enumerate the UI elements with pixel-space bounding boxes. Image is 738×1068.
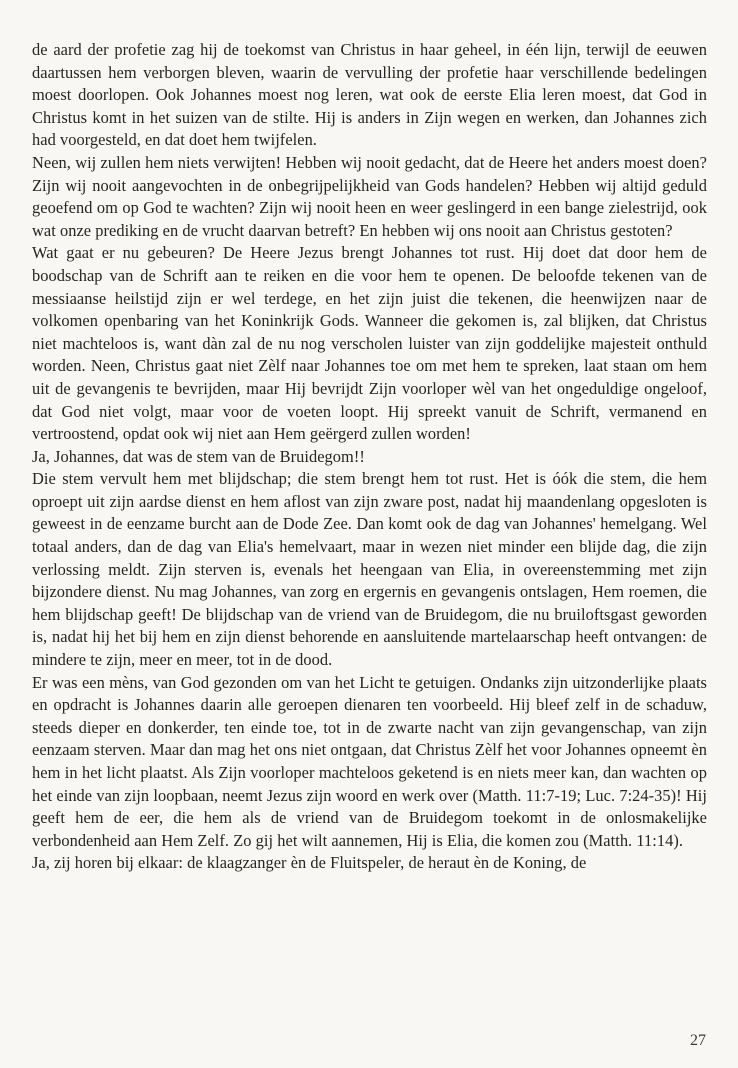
page-number: 27: [690, 1032, 706, 1049]
paragraph: Neen, wij zullen hem niets verwijten! Hebben wij nooit gedacht, dat de Heere het anders moest doen? Zijn wij nooit aangevochten in de onbegrijpelijkheid van Gods handelen? Hebben wij altijd geduld geoefend om op God te wachten? Zijn wij nooit heen en weer geslingerd in een bange zielestrijd, ook wat onze prediking en de vrucht daarvan betreft? En hebben wij ons nooit aan Christus gestoten?: [32, 152, 707, 240]
body-text: [32, 39, 707, 875]
paragraph: Er was een mèns, van God gezonden om van het Licht te getuigen. Ondanks zijn uitzonderlijke plaats en opdracht is Johannes daarin alle geroepen dienaren ten voorbeeld. Hij bleef zelf in de schaduw, steeds dieper en donkerder, ten einde toe, tot in de zwarte nacht van zijn gevangenschap, van zijn eenzaam sterven. Maar dan mag het ons niet ontgaan, dat Christus Zèlf het voor Johannes opneemt èn hem in het licht plaatst. Als Zijn voorloper machteloos geketend is en niets meer kan, dan wachten op het einde van zijn loopbaan, neemt Jezus zijn woord en werk over (Matth. 11:7-19; Luc. 7:24-35)! Hij geeft hem de eer, die hem als de vriend van de Bruidegom toekomt in de onlosmakelijke verbondenheid aan Hem Zelf. Zo gij het wilt aannemen, Hij is Elia, die komen zou (Matth. 11:14).: [32, 672, 707, 850]
paragraph: Wat gaat er nu gebeuren? De Heere Jezus brengt Johannes tot rust. Hij doet dat door hem de boodschap van de Schrift aan te reiken en die voor hem te openen. De beloofde tekenen van de messiaanse heilstijd zijn er wel terdege, en het zijn juist die tekenen, die heenwijzen naar de volkomen openbaring van het Koninkrijk Gods. Wanneer die gekomen is, zal blijken, dat Christus niet machteloos is, want dàn zal de nu nog verscholen luister van zijn goddelijke majesteit onthuld worden. Neen, Christus gaat niet Zèlf naar Johannes toe om met hem te spreken, laat staan om hem uit de gevangenis te bevrijden, maar Hij bevrijdt Zijn voorloper wèl van het ongeduldige ongeloof, dat God niet volgt, maar voor de voeten loopt. Hij spreekt vanuit de Schrift, vermanend en vertroostend, opdat ook wij niet aan Hem geërgerd zullen worden!: [32, 243, 707, 444]
paragraph: Ja, Johannes, dat was de stem van de Bruidegom!!: [32, 446, 365, 466]
paragraph: de aard der profetie zag hij de toekomst van Christus in haar geheel, in één lijn, terwijl de eeuwen daartussen hem verborgen bleven, waarin de vervulling der profetie haar verschillende bedelingen moest doorlopen. Ook Johannes moest nog leren, wat ook de eerste Elia leren moest, dat God in Christus komt in het suizen van de stilte. Hij is anders in Zijn wegen en werken, dan Johannes zich had voorgesteld, en dat doet hem twijfelen.: [32, 40, 707, 150]
paragraph: Die stem vervult hem met blijdschap; die stem brengt hem tot rust. Het is óók die stem, die hem oproept uit zijn aardse dienst en hem aflost van zijn zware post, nadat hij maandenlang opgesloten is geweest in de eenzame burcht aan de Dode Zee. Dan komt ook de dag van Johannes' hemelgang. Wel totaal anders, dan de dag van Elia's hemelvaart, maar in wezen niet minder een blijde dag, die zijn verlossing meldt. Zijn sterven is, evenals het heengaan van Elia, in overeenstemming met zijn bijzondere dienst. Nu mag Johannes, van zorg en ergernis en gevangenis ontslagen, Hem roemen, die hem blijdschap geeft! De blijdschap van de vriend van de Bruidegom, die nu bruiloftsgast geworden is, nadat hij het bij hem en zijn dienst behorende en aansluitende martelaarschap heeft ontvangen: de mindere te zijn, meer en meer, tot in de dood.: [32, 469, 707, 670]
paragraph: Ja, zij horen bij elkaar: de klaagzanger èn de Fluitspeler, de heraut èn de Koning, de: [32, 853, 587, 873]
